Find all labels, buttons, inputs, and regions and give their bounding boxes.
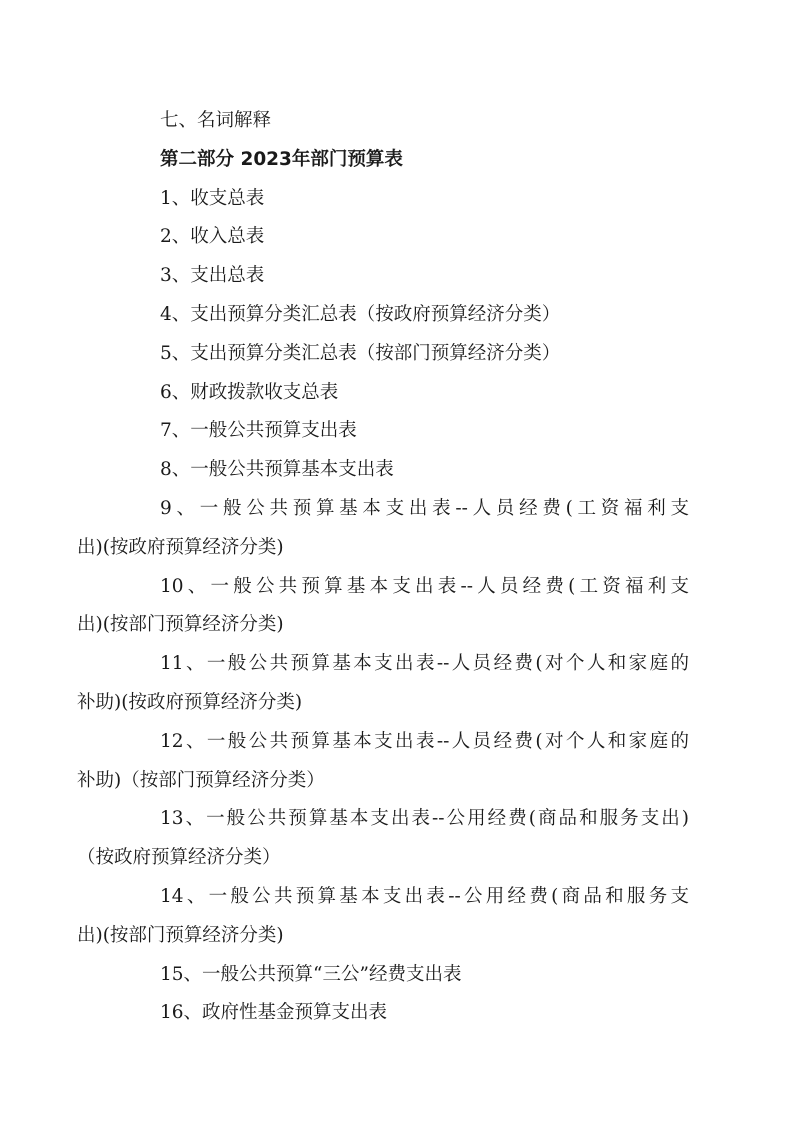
list-item-continuation: 出)(按部门预算经济分类) — [77, 924, 284, 946]
list-item: 15、一般公共预算“三公”经费支出表 — [160, 963, 462, 985]
document-body — [77, 102, 689, 1033]
list-item-continuation: 补助)(按政府预算经济分类) — [77, 691, 303, 713]
list-item-continuation: 出)(按部门预算经济分类) — [77, 614, 284, 636]
list-item — [77, 490, 689, 568]
list-item — [77, 568, 689, 646]
list-item: 4、支出预算分类汇总表（按政府预算经济分类） — [160, 303, 561, 325]
list-item-continuation: （按政府预算经济分类） — [77, 847, 281, 869]
list-item-continuation: 补助)（按部门预算经济分类） — [77, 769, 325, 791]
list-item-first-line: 10、一般公共预算基本支出表--人员经费(工资福利支 — [160, 575, 689, 597]
list-item-first-line: 12、一般公共预算基本支出表--人员经费(对个人和家庭的 — [160, 730, 689, 752]
list-item — [77, 878, 689, 956]
list-item-first-line: 9、一般公共预算基本支出表--人员经费(工资福利支 — [160, 497, 689, 519]
list-item — [77, 645, 689, 723]
list-item: 1、收支总表 — [160, 187, 265, 209]
list-item-continuation: 出)(按政府预算经济分类) — [77, 536, 284, 558]
list-item — [77, 800, 689, 878]
list-item: 5、支出预算分类汇总表（按部门预算经济分类） — [160, 342, 561, 364]
list-item: 8、一般公共预算基本支出表 — [160, 459, 394, 481]
list-item: 16、政府性基金预算支出表 — [160, 1002, 388, 1024]
list-item: 7、一般公共预算支出表 — [160, 420, 357, 442]
part-two-title: 第二部分 2023年部门预算表 — [160, 148, 403, 170]
list-item-first-line: 14、一般公共预算基本支出表--公用经费(商品和服务支 — [160, 885, 689, 907]
list-item: 6、财政拨款收支总表 — [160, 381, 339, 403]
list-item — [77, 723, 689, 801]
list-item-first-line: 11、一般公共预算基本支出表--人员经费(对个人和家庭的 — [160, 653, 689, 675]
list-item: 2、收入总表 — [160, 226, 265, 248]
section-heading-glossary: 七、名词解释 — [160, 110, 272, 131]
list-item: 3、支出总表 — [160, 265, 265, 287]
list-item-first-line: 13、一般公共预算基本支出表--公用经费(商品和服务支出) — [160, 808, 689, 830]
